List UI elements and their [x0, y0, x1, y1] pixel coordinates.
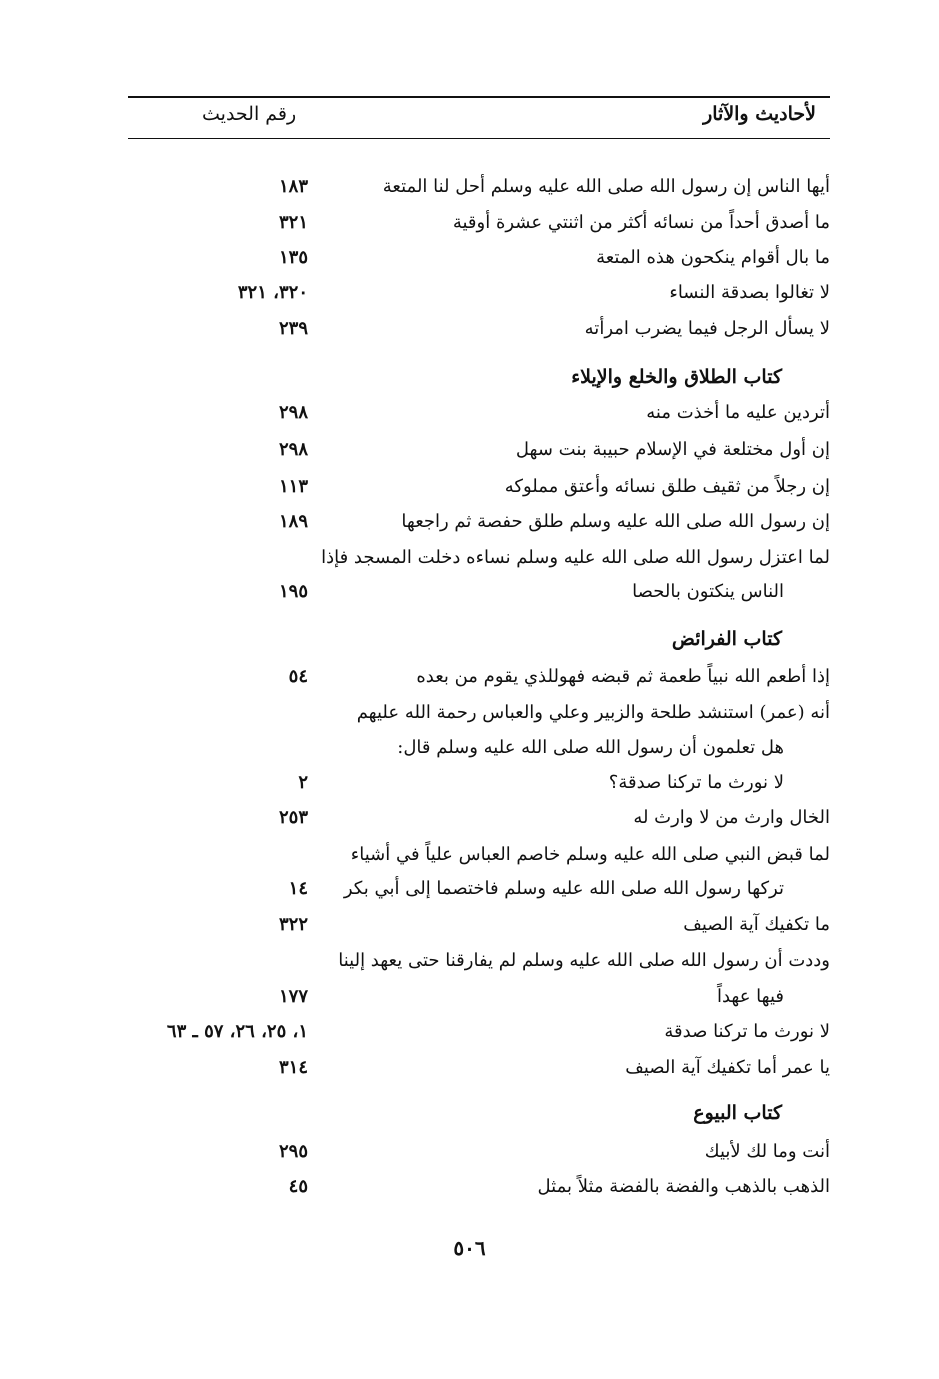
index-entry: [100, 435, 832, 465]
entry-text: ما بال أقوام ينكحون هذه المتعة: [596, 247, 830, 268]
section-heading: [100, 1098, 832, 1128]
index-entry: [100, 1137, 832, 1167]
header-bottom-rule: [128, 138, 830, 139]
index-entry: [100, 208, 832, 238]
entry-text: يا عمر أما تكفيك آية الصيف: [625, 1057, 830, 1078]
entry-text: لما اعتزل رسول الله صلى الله عليه وسلم نساءه دخلت المسجد فإذا: [321, 547, 830, 568]
index-entry: [100, 1053, 832, 1083]
entry-text: الذهب بالذهب والفضة بالفضة مثلاً بمثل: [537, 1176, 830, 1197]
entry-text: أتردين عليه ما أخذت منه: [646, 402, 830, 423]
entry-text: إن أول مختلعة في الإسلام حبيبة بنت سهل: [515, 439, 830, 460]
entry-text: وددت أن رسول الله صلى الله عليه وسلم لم يفارقنا حتى يعهد إلينا: [338, 950, 830, 971]
entry-number: ٢٥٣: [278, 807, 308, 828]
entry-number: ١٨٣: [278, 176, 308, 197]
entry-text: لما قبض النبي صلى الله عليه وسلم خاصم العباس علياً في أشياء: [350, 844, 830, 865]
section-title: كتاب الفرائض: [671, 628, 782, 650]
index-entry: [100, 314, 832, 344]
entry-text: ما تكفيك آية الصيف: [683, 914, 830, 935]
entry-number: ٤٥: [288, 1176, 308, 1197]
index-entry: [100, 278, 832, 308]
entry-text: فيها عهداً: [716, 986, 784, 1007]
page-number: ٥٠٦: [453, 1236, 486, 1260]
index-entry: [100, 840, 832, 870]
entry-number: ٢٩٥: [278, 1141, 308, 1162]
index-entry-continuation: [100, 768, 832, 798]
entry-number: ٢٣٩: [278, 318, 308, 339]
entry-text: إن رسول الله صلى الله عليه وسلم طلق حفصة ثم راجعها: [401, 511, 830, 532]
entry-number: ١٩٥: [278, 581, 308, 602]
entry-text: أيها الناس إن رسول الله صلى الله عليه وسلم أحل لنا المتعة: [382, 176, 830, 197]
entry-text: لا يسأل الرجل فيما يضرب امرأته: [584, 318, 830, 339]
entry-text: لا تغالوا بصدقة النساء: [669, 282, 830, 303]
entry-text: الناس ينكتون بالحصا: [632, 581, 784, 602]
page-header: [128, 96, 830, 138]
index-entry: [100, 803, 832, 833]
index-entry: [100, 543, 832, 573]
section-title: كتاب الطلاق والخلع والإيلاء: [571, 366, 782, 388]
index-entry-continuation: [100, 577, 832, 607]
index-entry: [100, 910, 832, 940]
index-entry: [100, 1017, 832, 1047]
entry-number: ٢٩٨: [278, 402, 308, 423]
index-entry: [100, 243, 832, 273]
index-entry-continuation: [100, 874, 832, 904]
entry-number: ١، ٢٥، ٢٦، ٥٧ ـ ٦٣: [166, 1021, 308, 1042]
entry-number: ١٣٥: [278, 247, 308, 268]
entry-text: أنت وما لك لأبيك: [704, 1141, 830, 1162]
entry-text: الخال وارث من لا وارث له: [633, 807, 830, 828]
entry-text: هل تعلمون أن رسول الله صلى الله عليه وسلم قال:: [397, 737, 784, 758]
entry-number: ٢٩٨: [278, 439, 308, 460]
header-title: لأحاديث والآثار: [703, 103, 816, 125]
entry-text: لا نورث ما تركنا صدقة؟: [608, 772, 784, 793]
index-entry: [100, 698, 832, 728]
index-entry-continuation: [100, 733, 832, 763]
index-entry: [100, 1172, 832, 1202]
section-title: كتاب البيوع: [693, 1102, 782, 1124]
entry-text: ما أصدق أحداً من نسائه أكثر من اثنتي عشرة أوقية: [452, 212, 830, 233]
entry-text: إن رجلاً من ثقيف طلق نسائه وأعتق مملوكه: [504, 476, 830, 497]
index-entry-continuation: [100, 982, 832, 1012]
entry-number: ٥٤: [288, 666, 308, 687]
index-entry: [100, 472, 832, 502]
header-top-rule: [128, 96, 830, 98]
entry-text: أنه (عمر) استنشد طلحة والزبير وعلي والعباس رحمة الله عليهم: [356, 702, 830, 723]
index-entry: [100, 946, 832, 976]
entry-text: لا نورث ما تركنا صدقة: [664, 1021, 830, 1042]
index-entry: [100, 398, 832, 428]
entry-number: ١٨٩: [278, 511, 308, 532]
entry-number: ٢: [298, 772, 308, 793]
entry-number: ٣١٤: [278, 1057, 308, 1078]
index-entry: [100, 507, 832, 537]
entry-number: ٣٢٢: [278, 914, 308, 935]
entry-number: ١٧٧: [278, 986, 308, 1007]
header-column-label: رقم الحديث: [202, 103, 297, 125]
section-heading: [100, 624, 832, 654]
entry-number: ٣٢١: [278, 212, 308, 233]
entry-number: ١٤: [288, 878, 308, 899]
entry-text: إذا أطعم الله نبياً طعمة ثم قبضه فهوللذي يقوم من بعده: [416, 666, 830, 687]
entry-number: ٣٢٠، ٣٢١: [237, 282, 308, 303]
entry-number: ١١٣: [278, 476, 308, 497]
section-heading: [100, 362, 832, 392]
entry-text: تركها رسول الله صلى الله عليه وسلم فاختصما إلى أبي بكر: [343, 878, 784, 899]
index-entry: [100, 172, 832, 202]
index-entry: [100, 662, 832, 692]
